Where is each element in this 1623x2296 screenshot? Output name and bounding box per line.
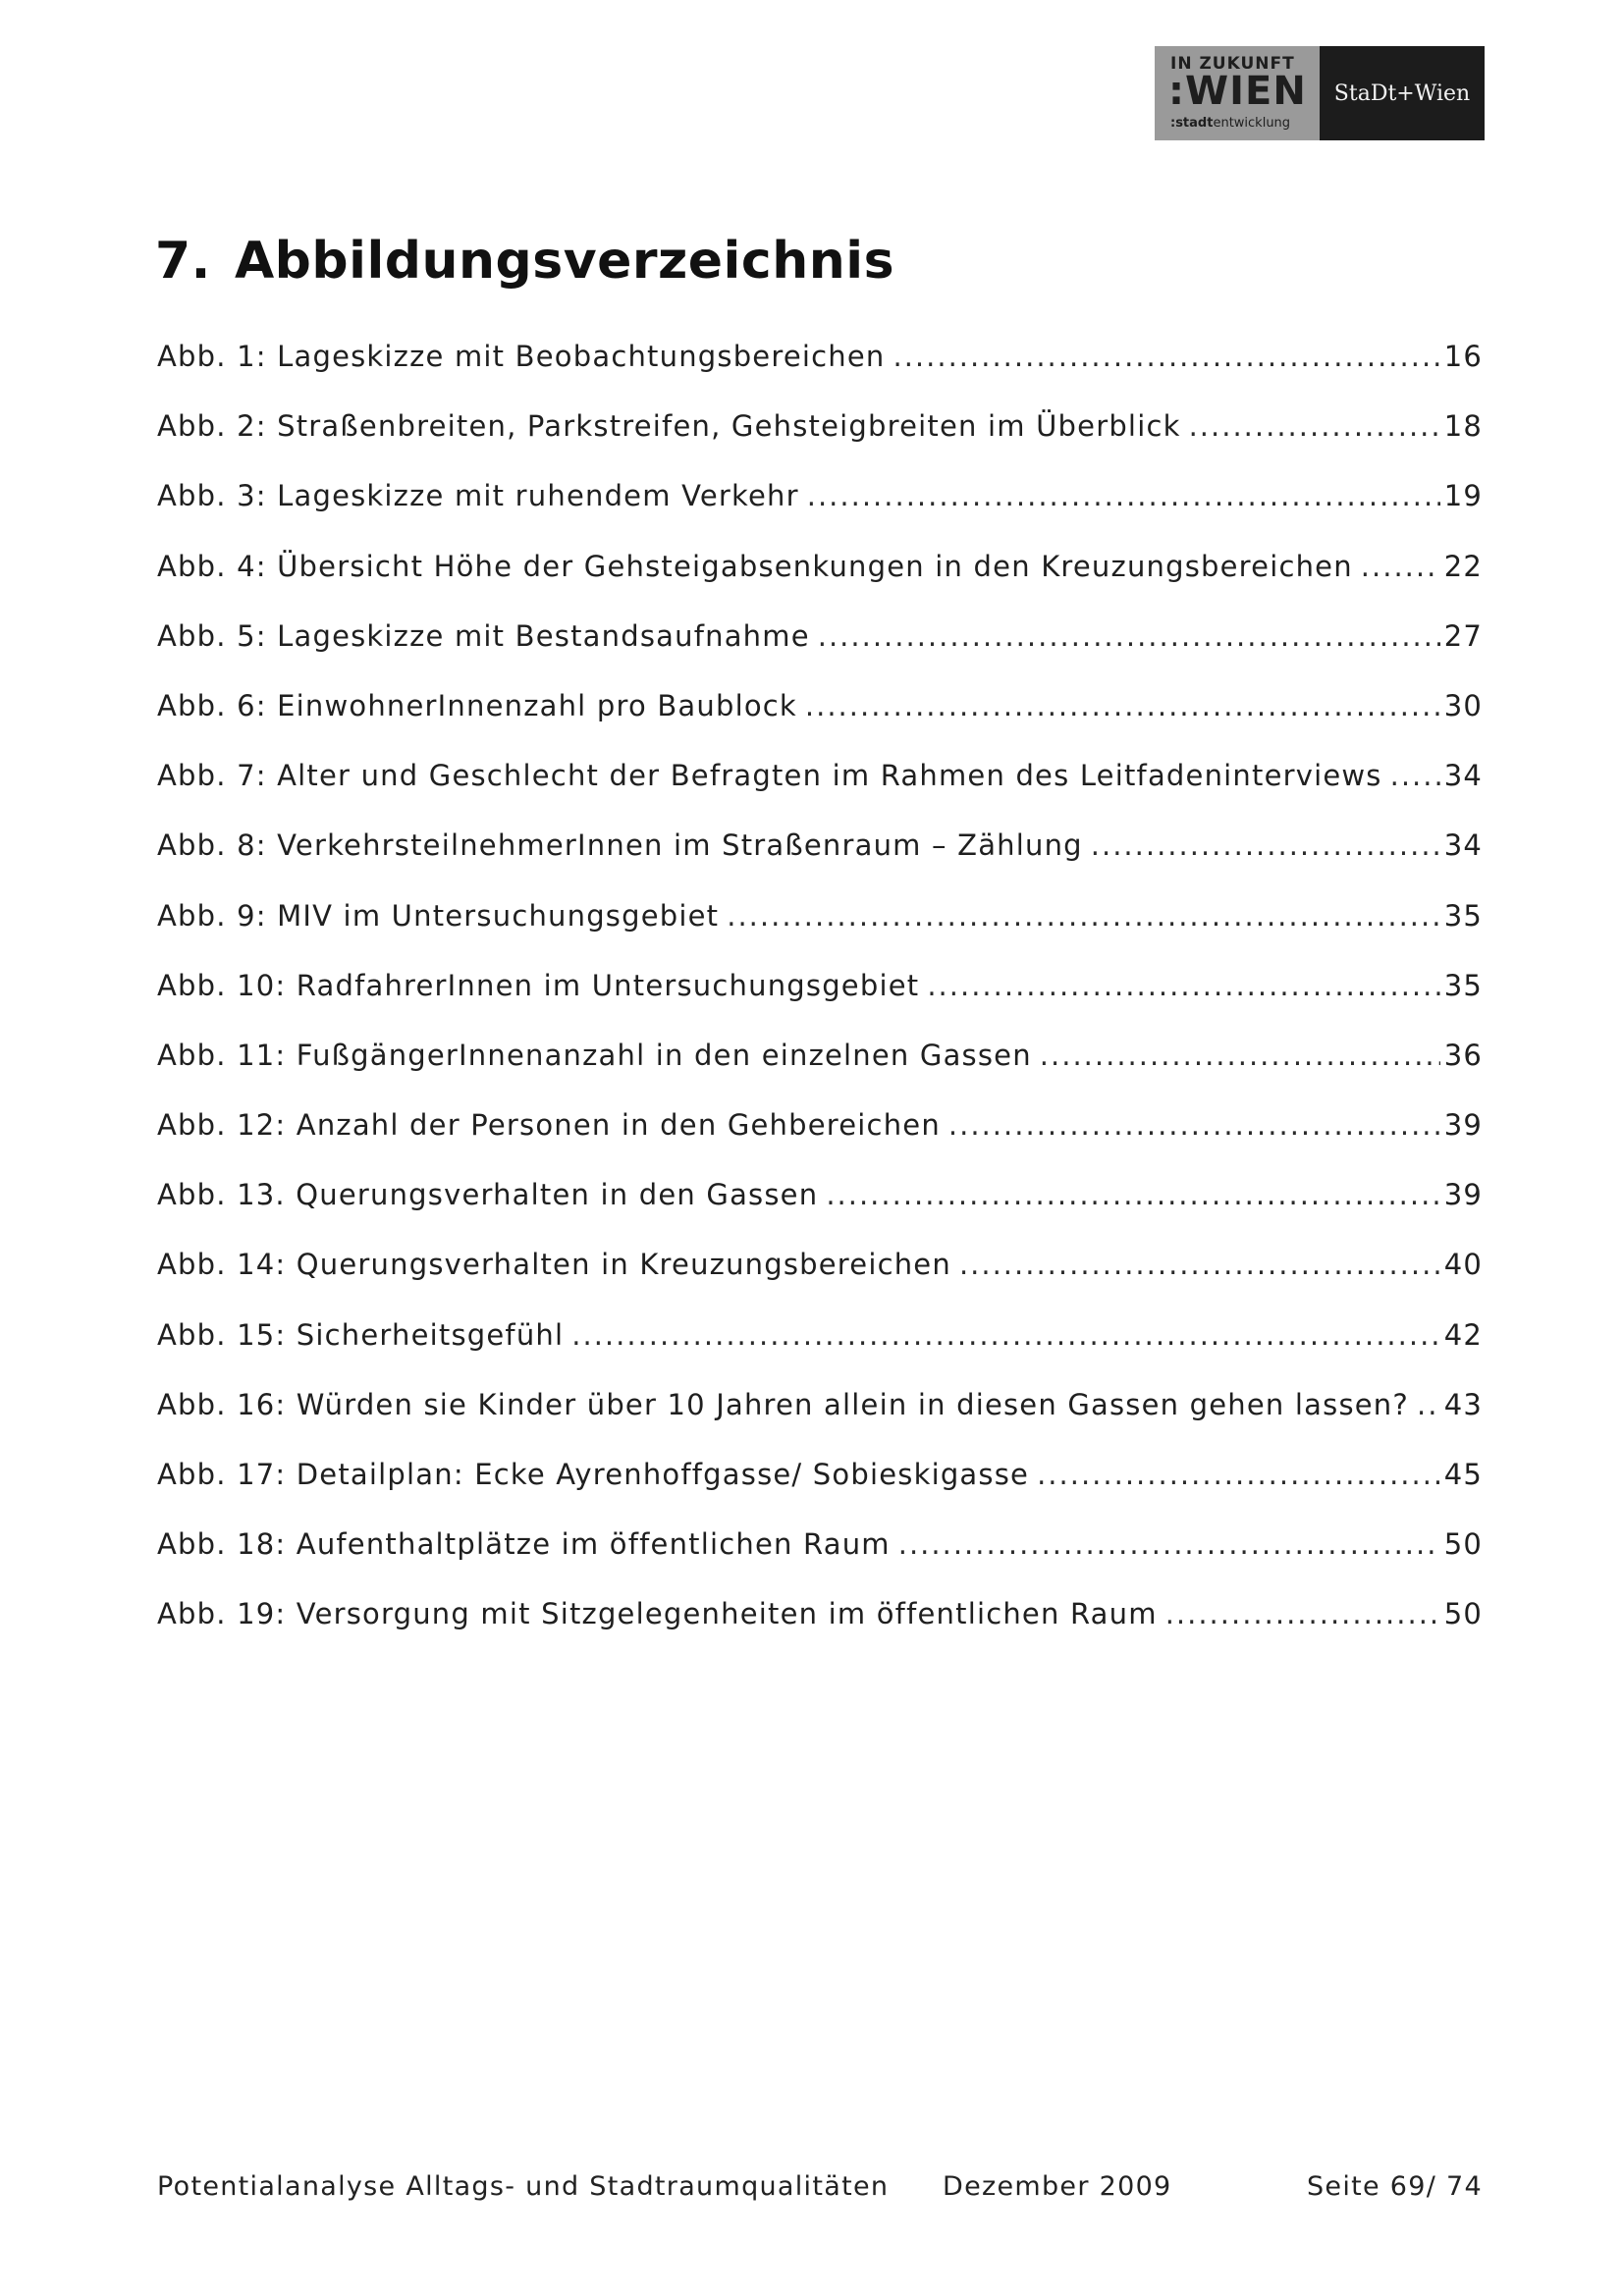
logo-line3-bold: :stadt: [1170, 116, 1214, 131]
figure-entry-page: 50: [1443, 1527, 1483, 1562]
figure-entry-title: Abb. 12: Anzahl der Personen in den Gehbereichen: [157, 1108, 941, 1143]
figure-entry[interactable]: [157, 1597, 1483, 1667]
dot-leader: [1417, 1388, 1440, 1421]
city-logo: [1155, 46, 1485, 140]
figure-entry[interactable]: [157, 1458, 1483, 1527]
stadt-wien-text: StaDt+Wien: [1333, 80, 1471, 106]
figure-entry[interactable]: [157, 1248, 1483, 1317]
figure-entry-page: 42: [1443, 1317, 1483, 1352]
figure-entry-page: 35: [1443, 968, 1483, 1002]
figure-entry[interactable]: [157, 479, 1483, 549]
figure-entry[interactable]: [157, 1178, 1483, 1248]
figure-entry-title: Abb. 19: Versorgung mit Sitzgelegenheiten im öffentlichen Raum: [157, 1597, 1158, 1631]
figure-entry-page: 18: [1443, 409, 1483, 444]
dot-leader: [1040, 1039, 1440, 1072]
figure-entry-title: Abb. 11: FußgängerInnenanzahl in den einzelnen Gassen: [157, 1038, 1032, 1072]
figure-entry[interactable]: [157, 899, 1483, 969]
dot-leader: [1037, 1458, 1440, 1491]
figure-entry[interactable]: [157, 969, 1483, 1039]
figure-entry-title: Abb. 7: Alter und Geschlecht der Befragten im Rahmen des Leitfadeninterviews: [157, 759, 1382, 793]
figure-entry-page: 34: [1443, 828, 1483, 863]
figure-entry-page: 19: [1443, 479, 1483, 513]
logo-line2: :WIEN: [1168, 69, 1307, 114]
figure-entry-page: 30: [1443, 688, 1483, 722]
figure-entry-title: Abb. 6: EinwohnerInnenzahl pro Baublock: [157, 688, 797, 722]
dot-leader: [571, 1318, 1439, 1352]
figure-entry-title: Abb. 13. Querungsverhalten in den Gassen: [157, 1178, 819, 1212]
figure-entry-title: Abb. 15: Sicherheitsgefühl: [157, 1317, 565, 1352]
figure-entry-page: 16: [1443, 340, 1483, 373]
figure-entry[interactable]: [157, 1108, 1483, 1178]
figure-entry-title: Abb. 14: Querungsverhalten in Kreuzungsbereichen: [157, 1248, 951, 1282]
figure-entry-page: 39: [1443, 1108, 1483, 1143]
figure-entry-title: Abb. 2: Straßenbreiten, Parkstreifen, Gehsteigbreiten im Überblick: [157, 409, 1181, 444]
figure-entry[interactable]: [157, 340, 1483, 409]
figure-entry[interactable]: [157, 1527, 1483, 1597]
dot-leader: [959, 1248, 1440, 1281]
figure-entry-title: Abb. 17: Detailplan: Ecke Ayrenhoffgasse/ Sobieskigasse: [157, 1458, 1030, 1491]
dot-leader: [1091, 828, 1440, 862]
footer-page-number: Seite 69/ 74: [1306, 2171, 1483, 2202]
dot-leader: [818, 619, 1440, 653]
figure-entry-title: Abb. 8: VerkehrsteilnehmerInnen im Straßenraum – Zählung: [157, 828, 1083, 863]
section-title: Abbildungsverzeichnis: [234, 232, 895, 291]
figure-entry[interactable]: [157, 759, 1483, 828]
figure-entry-page: 35: [1443, 898, 1483, 933]
figure-entry-page: 39: [1443, 1178, 1483, 1212]
figure-entry-page: 50: [1443, 1597, 1483, 1631]
dot-leader: [727, 899, 1439, 933]
figure-entry-title: Abb. 5: Lageskizze mit Bestandsaufnahme: [157, 618, 810, 653]
figure-entry-title: Abb. 10: RadfahrerInnen im Untersuchungsgebiet: [157, 968, 920, 1002]
figure-entry-page: 34: [1443, 759, 1483, 793]
dot-leader: [927, 969, 1439, 1002]
figure-entry-page: 40: [1443, 1248, 1483, 1282]
dot-leader: [807, 479, 1440, 512]
figure-entry[interactable]: [157, 828, 1483, 898]
figure-list: [157, 340, 1483, 1668]
dot-leader: [948, 1108, 1440, 1142]
figure-entry[interactable]: [157, 619, 1483, 689]
stadt-wien-logo: [1320, 46, 1485, 140]
figure-entry-title: Abb. 18: Aufenthaltplätze im öffentlichen Raum: [157, 1527, 891, 1562]
figure-entry[interactable]: [157, 1039, 1483, 1108]
page-title: [155, 232, 894, 291]
dot-leader: [1189, 409, 1440, 443]
figure-entry-page: 36: [1443, 1038, 1483, 1072]
figure-entry-page: 43: [1443, 1387, 1483, 1421]
in-zukunft-wien-logo: [1155, 46, 1320, 140]
logo-line3: [1170, 116, 1290, 131]
dot-leader: [805, 689, 1440, 722]
dot-leader: [898, 1527, 1440, 1561]
figure-entry-page: 27: [1443, 618, 1483, 653]
figure-entry-title: Abb. 9: MIV im Untersuchungsgebiet: [157, 898, 720, 933]
figure-entry[interactable]: [157, 409, 1483, 479]
logo-line1: IN ZUKUNFT: [1170, 54, 1295, 74]
figure-entry-page: 22: [1443, 549, 1483, 583]
footer-date: Dezember 2009: [943, 2171, 1172, 2202]
figure-entry[interactable]: [157, 689, 1483, 759]
figure-entry-title: Abb. 4: Übersicht Höhe der Gehsteigabsenkungen in den Kreuzungsbereichen: [157, 549, 1353, 583]
dot-leader: [893, 340, 1439, 373]
figure-entry-title: Abb. 3: Lageskizze mit ruhendem Verkehr: [157, 479, 799, 513]
logo-line3-rest: entwicklung: [1213, 116, 1291, 131]
footer-document-title: Potentialanalyse Alltags- und Stadtraumqualitäten: [157, 2171, 890, 2202]
figure-entry-title: Abb. 1: Lageskizze mit Beobachtungsbereichen: [157, 340, 886, 373]
section-number: 7.: [155, 232, 211, 291]
dot-leader: [1390, 759, 1440, 792]
dot-leader: [826, 1178, 1439, 1211]
dot-leader: [1165, 1597, 1440, 1630]
figure-entry[interactable]: [157, 550, 1483, 619]
figure-entry[interactable]: [157, 1388, 1483, 1458]
dot-leader: [1361, 550, 1440, 583]
figure-entry-title: Abb. 16: Würden sie Kinder über 10 Jahren allein in diesen Gassen gehen lassen?: [157, 1387, 1409, 1421]
figure-entry[interactable]: [157, 1318, 1483, 1388]
figure-entry-page: 45: [1443, 1458, 1483, 1491]
